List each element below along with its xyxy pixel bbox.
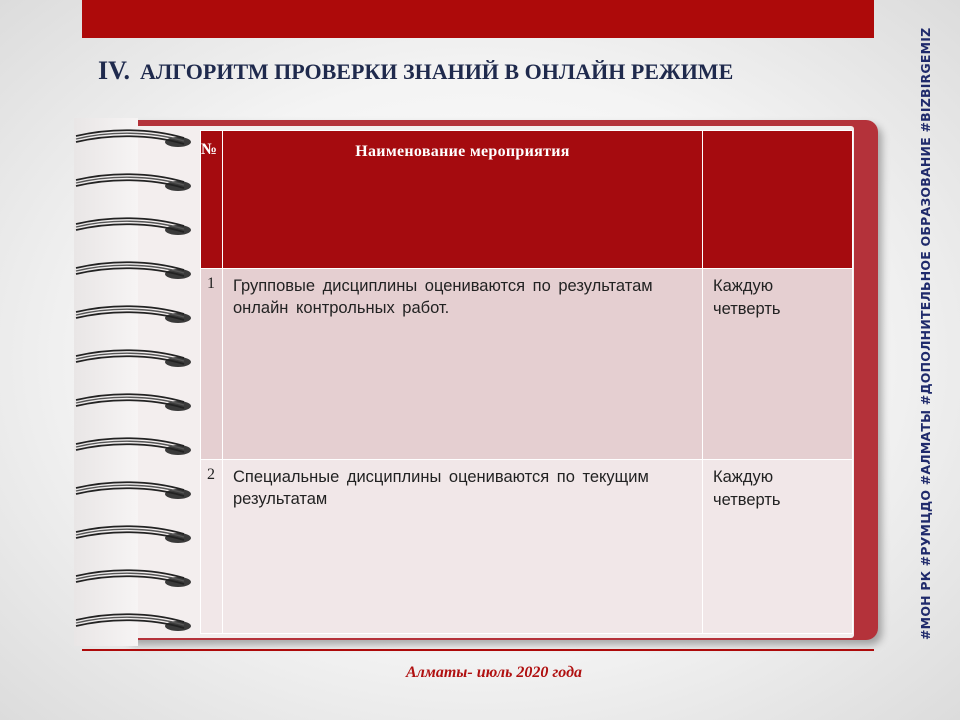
spiral-ring (76, 614, 191, 631)
header-number: № (201, 131, 223, 269)
spiral-ring (76, 218, 191, 235)
spiral-ring (76, 394, 191, 411)
spiral-ring (76, 570, 191, 587)
table-row (201, 460, 853, 634)
bottom-divider (82, 649, 874, 651)
header-name: Наименование мероприятия (223, 131, 703, 269)
row-name: Групповые дисциплины оцениваются по результатам онлайн контрольных работ. (223, 269, 703, 460)
spiral-ring (76, 262, 191, 279)
table-row (201, 269, 853, 460)
spiral-ring (76, 350, 191, 367)
notebook-graphic (70, 118, 878, 646)
row-name: Специальные дисциплины оцениваются по текущим результатам (223, 460, 703, 634)
spiral-ring (76, 174, 191, 191)
top-banner-bar (82, 0, 874, 38)
spiral-ring (76, 306, 191, 323)
header-period (703, 131, 853, 269)
footer-caption: Алматы- июль 2020 года (405, 664, 583, 681)
spiral-ring (76, 526, 191, 543)
table-header-row (201, 131, 853, 269)
slide-title-text: АЛГОРИТМ ПРОВЕРКИ ЗНАНИЙ В ОНЛАЙН РЕЖИМЕ (140, 59, 734, 84)
events-table (200, 130, 852, 634)
row-period: Каждую четверть (703, 269, 853, 460)
spiral-ring (76, 130, 191, 147)
row-number: 2 (201, 460, 223, 634)
hashtag-sidebar: #МОН РК #РУМЦДО #АЛМАТЫ #ДОПОЛНИТЕЛЬНОЕ ОБРАЗОВАНИЕ #BIZBIRGEMIZ (918, 27, 933, 640)
slide-title (98, 56, 878, 86)
row-period: Каждую четверть (703, 460, 853, 634)
slide-section-number: IV. (98, 56, 131, 85)
row-number: 1 (201, 269, 223, 460)
spiral-ring (76, 438, 191, 455)
spiral-ring (76, 482, 191, 499)
spiral-rings (70, 118, 200, 646)
